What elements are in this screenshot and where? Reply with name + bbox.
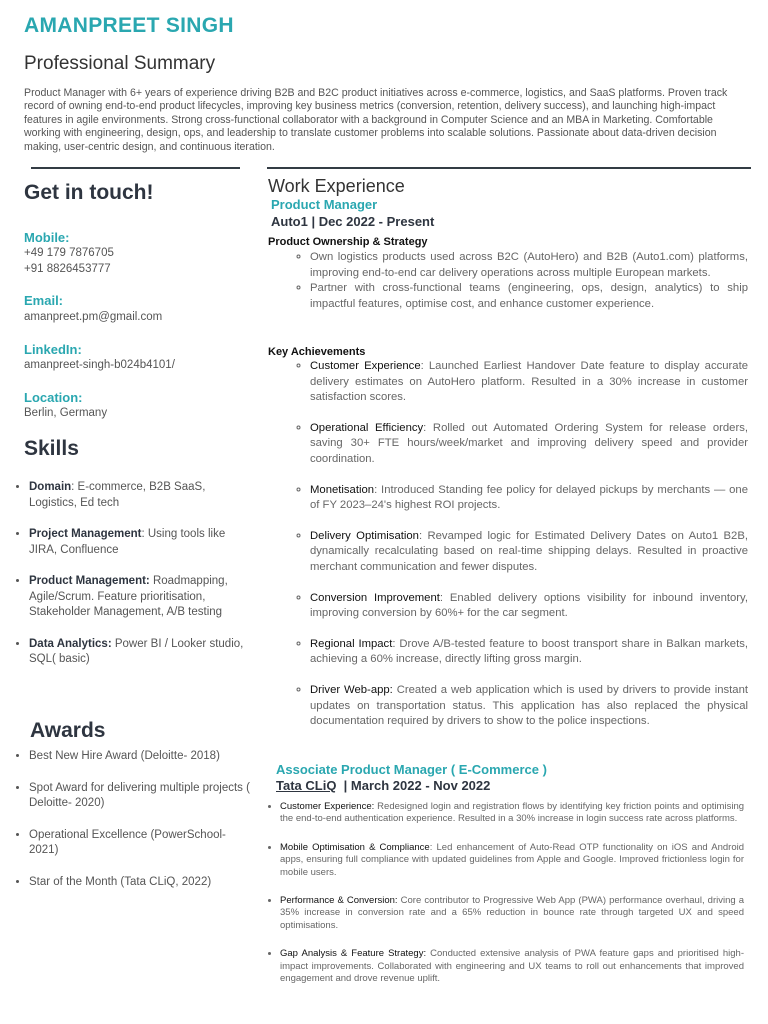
awards-list	[12, 749, 251, 906]
left-divider	[31, 167, 240, 169]
job2-item: • Performance & Conversion: Core contributor to Progressive Web App (PWA) performance overhaul, driving a 35% increase in conversion rate and a 65% reduction in bounce rate through targeted UX and speed optimisations.	[280, 895, 744, 932]
achievement-item: ◦ Customer Experience: Launched Earliest Handover Date feature to display accurate delivery estimates on AutoHero platform. Resulted in a 30% increase in customer satisfaction scores.	[310, 359, 748, 406]
awards-heading: Awards	[30, 719, 106, 742]
skills-heading: Skills	[24, 437, 79, 460]
summary-heading: Professional Summary	[24, 53, 216, 74]
ownership-item: ◦ Own logistics products used across B2C (AutoHero) and B2B (Auto1.com) platforms, improving end-to-end car delivery operations across multiple European markets.	[310, 250, 748, 281]
right-divider	[267, 167, 751, 169]
skill-item: • Project Management: Using tools like JIRA, Confluence	[29, 527, 251, 558]
contact-heading: Get in touch!	[24, 181, 154, 204]
job1-company: Auto1 | Dec 2022 - Present	[271, 214, 435, 229]
job2-item: • Mobile Optimisation & Compliance: Led enhancement of Auto-Read OTP functionality on iOS and Android apps, ensuring full compliance with updated guidelines from Apple and Google. Improved frictionless login for mobile users.	[280, 842, 744, 879]
mobile-number-1: +49 179 7876705	[24, 247, 114, 259]
achievement-item: ◦ Regional Impact: Drove A/B-tested feature to boost transport share in Balkan markets, achieving a 60% increase, directly lifting gross margin.	[310, 637, 748, 668]
job2-dates: | March 2022 - Nov 2022	[336, 778, 491, 793]
achievement-item: ◦ Operational Efficiency: Rolled out Automated Ordering System for release orders, saving 30+ FTE hours/week/market and improving delivery speed and provider coordination.	[310, 421, 748, 468]
job2-company-name: Tata CLiQ	[276, 778, 337, 793]
email-value: amanpreet.pm@gmail.com	[24, 311, 163, 323]
award-item: • Operational Excellence (PowerSchool- 2021)	[29, 828, 251, 859]
achievement-item: ◦ Conversion Improvement: Enabled delivery options visibility for inbound inventory, improving conversion by 60%+ for the car segment.	[310, 591, 748, 622]
ownership-item: ◦ Partner with cross-functional teams (engineering, ops, design, analytics) to ship impactful features, optimise cost, and enhance customer experience.	[310, 281, 748, 312]
work-experience-heading: Work Experience	[268, 176, 405, 196]
skill-item: • Data Analytics: Power BI / Looker studio, SQL( basic)	[29, 637, 251, 668]
job2-item: • Customer Experience: Redesigned login and registration flows by identifying key friction points and optimising the end-to-end authentication experience. Resulted in a 30% increase in login success rate across platforms.	[280, 801, 744, 826]
email-label: Email:	[24, 293, 64, 308]
candidate-name: AMANPREET SINGH	[24, 14, 234, 37]
award-item: • Star of the Month (Tata CLiQ, 2022)	[29, 875, 251, 891]
job2-list	[264, 801, 744, 1001]
location-label: Location:	[24, 390, 83, 405]
ownership-list	[268, 250, 748, 312]
job2-item: • Gap Analysis & Feature Strategy: Conducted extensive analysis of PWA feature gaps and prioritised high-impact improvements. Collaborated with engineering and UX teams to roll out enhancements that improved engagement and drove revenue uplift.	[280, 948, 744, 985]
ownership-heading: Product Ownership & Strategy	[268, 236, 428, 248]
award-item: • Spot Award for delivering multiple projects ( Deloitte- 2020)	[29, 781, 251, 812]
award-item: • Best New Hire Award (Deloitte- 2018)	[29, 749, 251, 765]
job2-company	[276, 778, 490, 793]
linkedin-value: amanpreet-singh-b024b4101/	[24, 359, 175, 371]
skill-item: • Product Management: Roadmapping, Agile/Scrum. Feature prioritisation, Stakeholder Management, A/B testing	[29, 574, 251, 621]
mobile-label: Mobile:	[24, 230, 70, 245]
achievement-item: ◦ Delivery Optimisation: Revamped logic for Estimated Delivery Dates on Auto1 B2B, dynamically recalculating based on real-time shipping delays. Resulted in proactive merchant communication and fewer disputes.	[310, 529, 748, 576]
job2-role: Associate Product Manager ( E-Commerce )	[276, 762, 547, 777]
location-value: Berlin, Germany	[24, 407, 108, 419]
summary-text: Product Manager with 6+ years of experience driving B2B and B2C product initiatives across e-commerce, logistics, and SaaS platforms. Proven track record of owning end-to-end product lifecycles, improving key business metrics (conversion, retention, delivery success), and launching high-impact features in agile environments. Strong cross-functional collaborator with a background in Computer Science and an MBA in Marketing. Comfortable working with engineering, design, ops, and leadership to translate customer problems into scalable solutions. Passionate about data-driven decision making, user-centric design, and continuous iteration.	[24, 87, 728, 153]
skill-item: • Domain: E-commerce, B2B SaaS, Logistics, Ed tech	[29, 480, 251, 511]
achievement-item: ◦ Monetisation: Introduced Standing fee policy for delayed pickups by merchants — one of FY 2023–24's highest ROI projects.	[310, 483, 748, 514]
job1-role: Product Manager	[271, 197, 378, 212]
achievements-heading: Key Achievements	[268, 346, 366, 358]
linkedin-label: LinkedIn:	[24, 342, 82, 357]
mobile-number-2: +91 8826453777	[24, 263, 111, 275]
achievement-item: ◦ Driver Web-app: Created a web application which is used by drivers to provide instant updates on transportation status. This application has also replaced the physical documentation required by drivers to show to the police inspections.	[310, 683, 748, 730]
skills-list	[12, 480, 251, 684]
achievements-list	[268, 359, 748, 745]
